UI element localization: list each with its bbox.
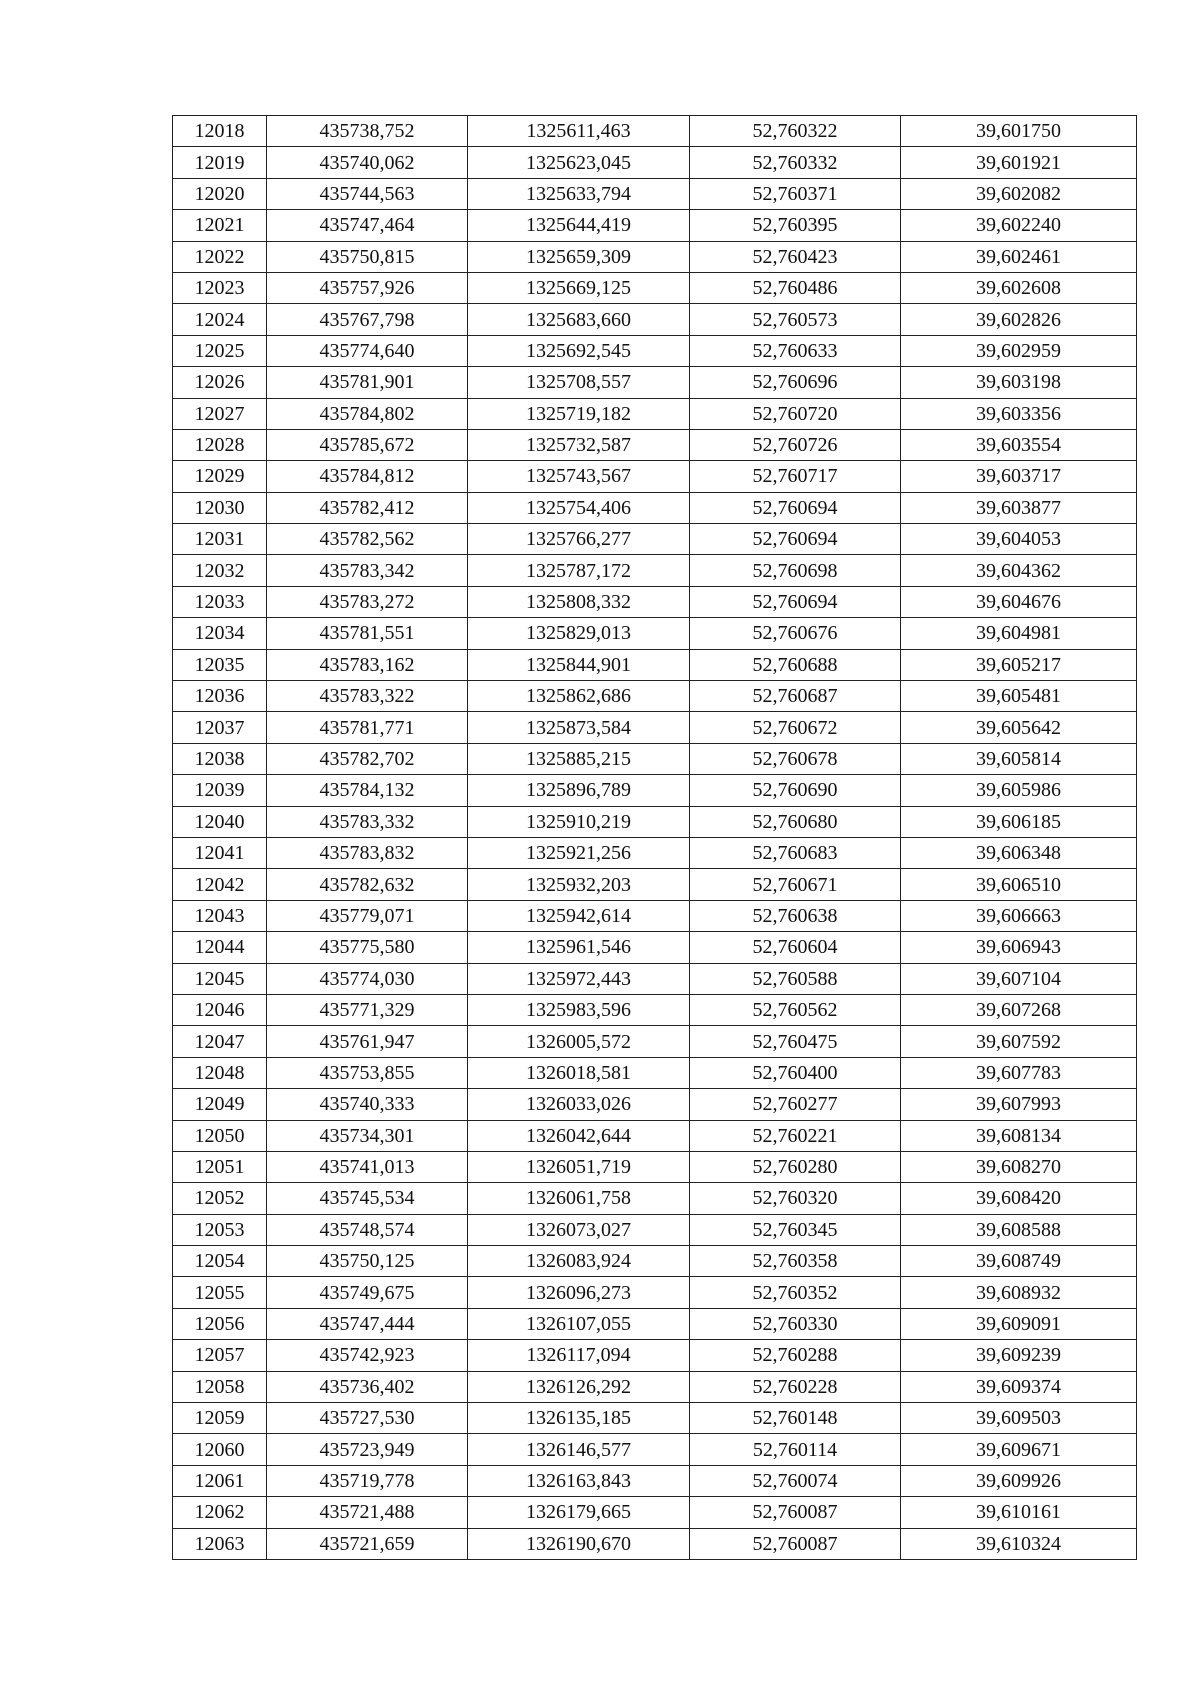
point-number-cell: 12018 <box>173 116 267 147</box>
longitude-cell: 39,608270 <box>901 1151 1137 1182</box>
latitude-cell: 52,760423 <box>690 241 901 272</box>
table-row <box>173 900 1137 931</box>
coordinates-table-body <box>173 116 1137 1560</box>
point-number-cell: 12053 <box>173 1214 267 1245</box>
point-number-cell: 12039 <box>173 775 267 806</box>
x-coordinate-cell: 435740,333 <box>267 1089 468 1120</box>
y-coordinate-cell: 1326126,292 <box>468 1371 690 1402</box>
table-row <box>173 1403 1137 1434</box>
y-coordinate-cell: 1325885,215 <box>468 743 690 774</box>
x-coordinate-cell: 435749,675 <box>267 1277 468 1308</box>
longitude-cell: 39,609926 <box>901 1465 1137 1496</box>
x-coordinate-cell: 435747,464 <box>267 210 468 241</box>
y-coordinate-cell: 1325708,557 <box>468 367 690 398</box>
latitude-cell: 52,760696 <box>690 367 901 398</box>
longitude-cell: 39,603717 <box>901 461 1137 492</box>
y-coordinate-cell: 1325623,045 <box>468 147 690 178</box>
longitude-cell: 39,608749 <box>901 1246 1137 1277</box>
x-coordinate-cell: 435783,272 <box>267 586 468 617</box>
x-coordinate-cell: 435783,322 <box>267 681 468 712</box>
latitude-cell: 52,760680 <box>690 806 901 837</box>
y-coordinate-cell: 1325669,125 <box>468 272 690 303</box>
x-coordinate-cell: 435784,812 <box>267 461 468 492</box>
y-coordinate-cell: 1325743,567 <box>468 461 690 492</box>
x-coordinate-cell: 435783,832 <box>267 837 468 868</box>
x-coordinate-cell: 435761,947 <box>267 1026 468 1057</box>
y-coordinate-cell: 1325719,182 <box>468 398 690 429</box>
table-row <box>173 1183 1137 1214</box>
point-number-cell: 12022 <box>173 241 267 272</box>
latitude-cell: 52,760588 <box>690 963 901 994</box>
longitude-cell: 39,607268 <box>901 994 1137 1025</box>
table-row <box>173 712 1137 743</box>
table-row <box>173 555 1137 586</box>
point-number-cell: 12040 <box>173 806 267 837</box>
y-coordinate-cell: 1326107,055 <box>468 1308 690 1339</box>
y-coordinate-cell: 1325692,545 <box>468 335 690 366</box>
point-number-cell: 12048 <box>173 1057 267 1088</box>
point-number-cell: 12054 <box>173 1246 267 1277</box>
longitude-cell: 39,604053 <box>901 524 1137 555</box>
latitude-cell: 52,760562 <box>690 994 901 1025</box>
y-coordinate-cell: 1326096,273 <box>468 1277 690 1308</box>
y-coordinate-cell: 1326146,577 <box>468 1434 690 1465</box>
point-number-cell: 12060 <box>173 1434 267 1465</box>
longitude-cell: 39,609374 <box>901 1371 1137 1402</box>
table-row <box>173 210 1137 241</box>
table-row <box>173 1308 1137 1339</box>
table-row <box>173 1246 1137 1277</box>
y-coordinate-cell: 1325942,614 <box>468 900 690 931</box>
longitude-cell: 39,607104 <box>901 963 1137 994</box>
latitude-cell: 52,760277 <box>690 1089 901 1120</box>
latitude-cell: 52,760638 <box>690 900 901 931</box>
y-coordinate-cell: 1326135,185 <box>468 1403 690 1434</box>
table-row <box>173 618 1137 649</box>
point-number-cell: 12058 <box>173 1371 267 1402</box>
latitude-cell: 52,760678 <box>690 743 901 774</box>
x-coordinate-cell: 435741,013 <box>267 1151 468 1182</box>
x-coordinate-cell: 435744,563 <box>267 178 468 209</box>
y-coordinate-cell: 1325873,584 <box>468 712 690 743</box>
point-number-cell: 12051 <box>173 1151 267 1182</box>
longitude-cell: 39,601921 <box>901 147 1137 178</box>
table-row <box>173 649 1137 680</box>
longitude-cell: 39,606663 <box>901 900 1137 931</box>
x-coordinate-cell: 435736,402 <box>267 1371 468 1402</box>
latitude-cell: 52,760687 <box>690 681 901 712</box>
point-number-cell: 12050 <box>173 1120 267 1151</box>
y-coordinate-cell: 1325683,660 <box>468 304 690 335</box>
longitude-cell: 39,605814 <box>901 743 1137 774</box>
x-coordinate-cell: 435767,798 <box>267 304 468 335</box>
table-row <box>173 1497 1137 1528</box>
y-coordinate-cell: 1326163,843 <box>468 1465 690 1496</box>
table-row <box>173 272 1137 303</box>
latitude-cell: 52,760717 <box>690 461 901 492</box>
longitude-cell: 39,607592 <box>901 1026 1137 1057</box>
x-coordinate-cell: 435775,580 <box>267 932 468 963</box>
table-row <box>173 1120 1137 1151</box>
longitude-cell: 39,602959 <box>901 335 1137 366</box>
latitude-cell: 52,760400 <box>690 1057 901 1088</box>
point-number-cell: 12044 <box>173 932 267 963</box>
latitude-cell: 52,760330 <box>690 1308 901 1339</box>
x-coordinate-cell: 435747,444 <box>267 1308 468 1339</box>
y-coordinate-cell: 1325932,203 <box>468 869 690 900</box>
table-row <box>173 1151 1137 1182</box>
x-coordinate-cell: 435753,855 <box>267 1057 468 1088</box>
point-number-cell: 12034 <box>173 618 267 649</box>
table-row <box>173 586 1137 617</box>
point-number-cell: 12030 <box>173 492 267 523</box>
point-number-cell: 12056 <box>173 1308 267 1339</box>
x-coordinate-cell: 435783,332 <box>267 806 468 837</box>
x-coordinate-cell: 435750,815 <box>267 241 468 272</box>
y-coordinate-cell: 1325732,587 <box>468 429 690 460</box>
longitude-cell: 39,602461 <box>901 241 1137 272</box>
latitude-cell: 52,760345 <box>690 1214 901 1245</box>
x-coordinate-cell: 435783,162 <box>267 649 468 680</box>
longitude-cell: 39,609503 <box>901 1403 1137 1434</box>
point-number-cell: 12052 <box>173 1183 267 1214</box>
latitude-cell: 52,760698 <box>690 555 901 586</box>
latitude-cell: 52,760322 <box>690 116 901 147</box>
table-row <box>173 963 1137 994</box>
table-row <box>173 869 1137 900</box>
x-coordinate-cell: 435723,949 <box>267 1434 468 1465</box>
table-row <box>173 1465 1137 1496</box>
latitude-cell: 52,760672 <box>690 712 901 743</box>
table-row <box>173 461 1137 492</box>
x-coordinate-cell: 435782,562 <box>267 524 468 555</box>
longitude-cell: 39,603877 <box>901 492 1137 523</box>
longitude-cell: 39,609239 <box>901 1340 1137 1371</box>
y-coordinate-cell: 1326073,027 <box>468 1214 690 1245</box>
table-row <box>173 775 1137 806</box>
point-number-cell: 12019 <box>173 147 267 178</box>
y-coordinate-cell: 1325983,596 <box>468 994 690 1025</box>
table-row <box>173 994 1137 1025</box>
longitude-cell: 39,608588 <box>901 1214 1137 1245</box>
point-number-cell: 12045 <box>173 963 267 994</box>
longitude-cell: 39,601750 <box>901 116 1137 147</box>
x-coordinate-cell: 435745,534 <box>267 1183 468 1214</box>
x-coordinate-cell: 435748,574 <box>267 1214 468 1245</box>
latitude-cell: 52,760074 <box>690 1465 901 1496</box>
point-number-cell: 12061 <box>173 1465 267 1496</box>
table-row <box>173 743 1137 774</box>
table-row <box>173 241 1137 272</box>
longitude-cell: 39,603554 <box>901 429 1137 460</box>
point-number-cell: 12020 <box>173 178 267 209</box>
x-coordinate-cell: 435727,530 <box>267 1403 468 1434</box>
latitude-cell: 52,760280 <box>690 1151 901 1182</box>
point-number-cell: 12047 <box>173 1026 267 1057</box>
point-number-cell: 12057 <box>173 1340 267 1371</box>
longitude-cell: 39,605642 <box>901 712 1137 743</box>
y-coordinate-cell: 1325896,789 <box>468 775 690 806</box>
longitude-cell: 39,602608 <box>901 272 1137 303</box>
longitude-cell: 39,606943 <box>901 932 1137 963</box>
longitude-cell: 39,602240 <box>901 210 1137 241</box>
table-row <box>173 681 1137 712</box>
y-coordinate-cell: 1325644,419 <box>468 210 690 241</box>
point-number-cell: 12063 <box>173 1528 267 1559</box>
table-row <box>173 524 1137 555</box>
x-coordinate-cell: 435782,632 <box>267 869 468 900</box>
latitude-cell: 52,760087 <box>690 1528 901 1559</box>
latitude-cell: 52,760371 <box>690 178 901 209</box>
y-coordinate-cell: 1326117,094 <box>468 1340 690 1371</box>
y-coordinate-cell: 1325611,463 <box>468 116 690 147</box>
x-coordinate-cell: 435784,132 <box>267 775 468 806</box>
latitude-cell: 52,760573 <box>690 304 901 335</box>
y-coordinate-cell: 1326033,026 <box>468 1089 690 1120</box>
x-coordinate-cell: 435738,752 <box>267 116 468 147</box>
latitude-cell: 52,760352 <box>690 1277 901 1308</box>
longitude-cell: 39,603198 <box>901 367 1137 398</box>
table-row <box>173 429 1137 460</box>
point-number-cell: 12032 <box>173 555 267 586</box>
latitude-cell: 52,760114 <box>690 1434 901 1465</box>
latitude-cell: 52,760087 <box>690 1497 901 1528</box>
latitude-cell: 52,760320 <box>690 1183 901 1214</box>
y-coordinate-cell: 1325808,332 <box>468 586 690 617</box>
longitude-cell: 39,609091 <box>901 1308 1137 1339</box>
longitude-cell: 39,604981 <box>901 618 1137 649</box>
latitude-cell: 52,760683 <box>690 837 901 868</box>
point-number-cell: 12028 <box>173 429 267 460</box>
latitude-cell: 52,760671 <box>690 869 901 900</box>
x-coordinate-cell: 435721,488 <box>267 1497 468 1528</box>
longitude-cell: 39,605481 <box>901 681 1137 712</box>
table-row <box>173 1026 1137 1057</box>
table-row <box>173 932 1137 963</box>
x-coordinate-cell: 435783,342 <box>267 555 468 586</box>
point-number-cell: 12025 <box>173 335 267 366</box>
x-coordinate-cell: 435782,412 <box>267 492 468 523</box>
point-number-cell: 12027 <box>173 398 267 429</box>
x-coordinate-cell: 435781,551 <box>267 618 468 649</box>
coordinates-table <box>172 115 1137 1560</box>
y-coordinate-cell: 1325910,219 <box>468 806 690 837</box>
point-number-cell: 12024 <box>173 304 267 335</box>
y-coordinate-cell: 1325972,443 <box>468 963 690 994</box>
y-coordinate-cell: 1325659,309 <box>468 241 690 272</box>
longitude-cell: 39,606510 <box>901 869 1137 900</box>
latitude-cell: 52,760148 <box>690 1403 901 1434</box>
table-row <box>173 335 1137 366</box>
x-coordinate-cell: 435742,923 <box>267 1340 468 1371</box>
x-coordinate-cell: 435774,640 <box>267 335 468 366</box>
point-number-cell: 12031 <box>173 524 267 555</box>
y-coordinate-cell: 1326018,581 <box>468 1057 690 1088</box>
x-coordinate-cell: 435781,901 <box>267 367 468 398</box>
point-number-cell: 12055 <box>173 1277 267 1308</box>
table-row <box>173 837 1137 868</box>
point-number-cell: 12059 <box>173 1403 267 1434</box>
point-number-cell: 12041 <box>173 837 267 868</box>
table-row <box>173 367 1137 398</box>
table-row <box>173 806 1137 837</box>
x-coordinate-cell: 435781,771 <box>267 712 468 743</box>
latitude-cell: 52,760358 <box>690 1246 901 1277</box>
y-coordinate-cell: 1326005,572 <box>468 1026 690 1057</box>
point-number-cell: 12049 <box>173 1089 267 1120</box>
y-coordinate-cell: 1325754,406 <box>468 492 690 523</box>
y-coordinate-cell: 1325787,172 <box>468 555 690 586</box>
table-row <box>173 304 1137 335</box>
longitude-cell: 39,603356 <box>901 398 1137 429</box>
table-row <box>173 178 1137 209</box>
y-coordinate-cell: 1326179,665 <box>468 1497 690 1528</box>
table-row <box>173 1277 1137 1308</box>
y-coordinate-cell: 1326042,644 <box>468 1120 690 1151</box>
table-row <box>173 147 1137 178</box>
latitude-cell: 52,760221 <box>690 1120 901 1151</box>
latitude-cell: 52,760726 <box>690 429 901 460</box>
y-coordinate-cell: 1325961,546 <box>468 932 690 963</box>
table-row <box>173 1214 1137 1245</box>
y-coordinate-cell: 1325766,277 <box>468 524 690 555</box>
longitude-cell: 39,605217 <box>901 649 1137 680</box>
longitude-cell: 39,604676 <box>901 586 1137 617</box>
longitude-cell: 39,609671 <box>901 1434 1137 1465</box>
y-coordinate-cell: 1325862,686 <box>468 681 690 712</box>
longitude-cell: 39,605986 <box>901 775 1137 806</box>
y-coordinate-cell: 1325844,901 <box>468 649 690 680</box>
point-number-cell: 12038 <box>173 743 267 774</box>
y-coordinate-cell: 1326061,758 <box>468 1183 690 1214</box>
longitude-cell: 39,602826 <box>901 304 1137 335</box>
latitude-cell: 52,760395 <box>690 210 901 241</box>
x-coordinate-cell: 435779,071 <box>267 900 468 931</box>
x-coordinate-cell: 435719,778 <box>267 1465 468 1496</box>
point-number-cell: 12026 <box>173 367 267 398</box>
y-coordinate-cell: 1325633,794 <box>468 178 690 209</box>
table-row <box>173 1528 1137 1559</box>
latitude-cell: 52,760694 <box>690 492 901 523</box>
latitude-cell: 52,760604 <box>690 932 901 963</box>
table-row <box>173 1089 1137 1120</box>
table-row <box>173 492 1137 523</box>
latitude-cell: 52,760486 <box>690 272 901 303</box>
longitude-cell: 39,606185 <box>901 806 1137 837</box>
latitude-cell: 52,760228 <box>690 1371 901 1402</box>
y-coordinate-cell: 1326190,670 <box>468 1528 690 1559</box>
point-number-cell: 12033 <box>173 586 267 617</box>
point-number-cell: 12062 <box>173 1497 267 1528</box>
x-coordinate-cell: 435774,030 <box>267 963 468 994</box>
longitude-cell: 39,607783 <box>901 1057 1137 1088</box>
table-row <box>173 1371 1137 1402</box>
latitude-cell: 52,760475 <box>690 1026 901 1057</box>
longitude-cell: 39,606348 <box>901 837 1137 868</box>
point-number-cell: 12035 <box>173 649 267 680</box>
table-row <box>173 1340 1137 1371</box>
point-number-cell: 12043 <box>173 900 267 931</box>
latitude-cell: 52,760688 <box>690 649 901 680</box>
point-number-cell: 12036 <box>173 681 267 712</box>
x-coordinate-cell: 435721,659 <box>267 1528 468 1559</box>
table-row <box>173 1434 1137 1465</box>
longitude-cell: 39,604362 <box>901 555 1137 586</box>
point-number-cell: 12029 <box>173 461 267 492</box>
point-number-cell: 12037 <box>173 712 267 743</box>
longitude-cell: 39,610161 <box>901 1497 1137 1528</box>
longitude-cell: 39,608134 <box>901 1120 1137 1151</box>
x-coordinate-cell: 435782,702 <box>267 743 468 774</box>
point-number-cell: 12046 <box>173 994 267 1025</box>
latitude-cell: 52,760288 <box>690 1340 901 1371</box>
longitude-cell: 39,608420 <box>901 1183 1137 1214</box>
longitude-cell: 39,602082 <box>901 178 1137 209</box>
point-number-cell: 12042 <box>173 869 267 900</box>
x-coordinate-cell: 435757,926 <box>267 272 468 303</box>
latitude-cell: 52,760694 <box>690 524 901 555</box>
x-coordinate-cell: 435771,329 <box>267 994 468 1025</box>
table-row <box>173 398 1137 429</box>
latitude-cell: 52,760690 <box>690 775 901 806</box>
longitude-cell: 39,608932 <box>901 1277 1137 1308</box>
latitude-cell: 52,760694 <box>690 586 901 617</box>
latitude-cell: 52,760633 <box>690 335 901 366</box>
latitude-cell: 52,760720 <box>690 398 901 429</box>
x-coordinate-cell: 435734,301 <box>267 1120 468 1151</box>
longitude-cell: 39,610324 <box>901 1528 1137 1559</box>
latitude-cell: 52,760676 <box>690 618 901 649</box>
table-row <box>173 116 1137 147</box>
latitude-cell: 52,760332 <box>690 147 901 178</box>
point-number-cell: 12021 <box>173 210 267 241</box>
longitude-cell: 39,607993 <box>901 1089 1137 1120</box>
y-coordinate-cell: 1325921,256 <box>468 837 690 868</box>
y-coordinate-cell: 1325829,013 <box>468 618 690 649</box>
y-coordinate-cell: 1326051,719 <box>468 1151 690 1182</box>
table-row <box>173 1057 1137 1088</box>
x-coordinate-cell: 435750,125 <box>267 1246 468 1277</box>
point-number-cell: 12023 <box>173 272 267 303</box>
x-coordinate-cell: 435784,802 <box>267 398 468 429</box>
y-coordinate-cell: 1326083,924 <box>468 1246 690 1277</box>
x-coordinate-cell: 435785,672 <box>267 429 468 460</box>
x-coordinate-cell: 435740,062 <box>267 147 468 178</box>
